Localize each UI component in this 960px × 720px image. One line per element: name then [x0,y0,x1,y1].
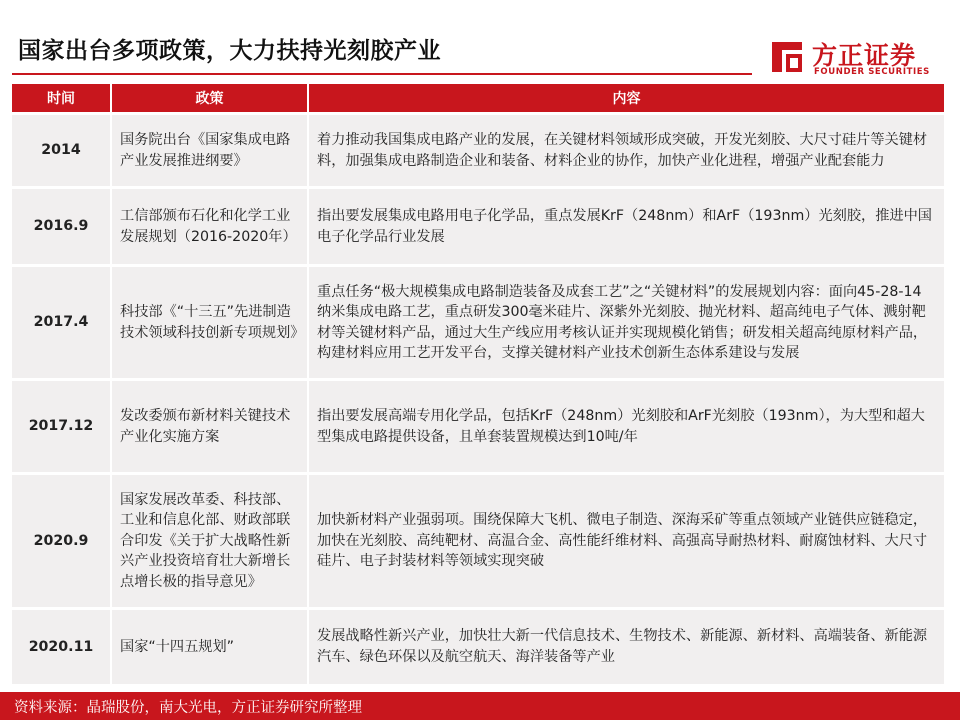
row-year: 2017.4 [12,266,111,380]
column-header-policy: 政策 [111,84,308,114]
table-row [12,474,944,609]
page-title: 国家出台多项政策，大力扶持光刻胶产业 [18,38,441,64]
title-divider [12,73,752,75]
column-header-content: 内容 [308,84,944,114]
row-content: 加快新材料产业强弱项。围绕保障大飞机、微电子制造、深海采矿等重点领域产业链供应链稳定，加快在光刻胶、高纯靶材、高温合金、高性能纤维材料、高强高导耐热材料、耐腐蚀材料、大尺寸硅片、电子封装材料等领域实现突破 [308,474,944,609]
founder-logo-icon [768,38,806,76]
table-row [12,188,944,266]
row-policy: 国家“十四五规划” [111,609,308,684]
row-content: 着力推动我国集成电路产业的发展，在关键材料领域形成突破，开发光刻胶、大尺寸硅片等关键材料，加强集成电路制造企业和装备、材料企业的协作，加快产业化进程，增强产业配套能力 [308,114,944,188]
table-row [12,114,944,188]
row-policy: 发改委颁布新材料关键技术产业化实施方案 [111,380,308,474]
row-policy: 工信部颁布石化和化学工业发展规划（2016-2020年） [111,188,308,266]
footer-source-text: 资料来源：晶瑞股份，南大光电，方正证券研究所整理 [14,700,362,716]
row-content: 发展战略性新兴产业，加快壮大新一代信息技术、生物技术、新能源、新材料、高端装备、新能源汽车、绿色环保以及航空航天、海洋装备等产业 [308,609,944,684]
row-year: 2020.9 [12,474,111,609]
row-policy: 科技部《“十三五”先进制造技术领域科技创新专项规划》 [111,266,308,380]
row-content: 指出要发展高端专用化学品，包括KrF（248nm）光刻胶和ArF光刻胶（193nm），为大型和超大型集成电路提供设备，且单套装置规模达到10吨/年 [308,380,944,474]
row-year: 2020.11 [12,609,111,684]
row-content: 指出要发展集成电路用电子化学品，重点发展KrF（248nm）和ArF（193nm）光刻胶，推进中国电子化学品行业发展 [308,188,944,266]
policy-table [12,84,944,684]
table-row [12,266,944,380]
row-policy: 国务院出台《国家集成电路产业发展推进纲要》 [111,114,308,188]
table-header-row [12,84,944,114]
row-year: 2016.9 [12,188,111,266]
row-year: 2017.12 [12,380,111,474]
column-header-time: 时间 [12,84,111,114]
row-policy: 国家发展改革委、科技部、工业和信息化部、财政部联合印发《关于扩大战略性新兴产业投资培育壮大新增长点增长极的指导意见》 [111,474,308,609]
row-year: 2014 [12,114,111,188]
founder-logo [764,36,954,82]
row-content: 重点任务“极大规模集成电路制造装备及成套工艺”之“关键材料”的发展规划内容：面向45-28-14纳米集成电路工艺，重点研发300毫米硅片、深紫外光刻胶、抛光材料、超高纯电子气体、溅射靶材等关键材料产品，通过大生产线应用考核认证并实现规模化销售；研发相关超高纯原材料产品，构建材料应用工艺开发平台，支撑关键材料产业技术创新生态体系建设与发展 [308,266,944,380]
logo-en-text: FOUNDER SECURITIES [814,67,930,77]
footer-bar [0,692,960,720]
table-row [12,609,944,684]
logo-cn-text: 方正证券 [812,41,917,70]
table-row [12,380,944,474]
